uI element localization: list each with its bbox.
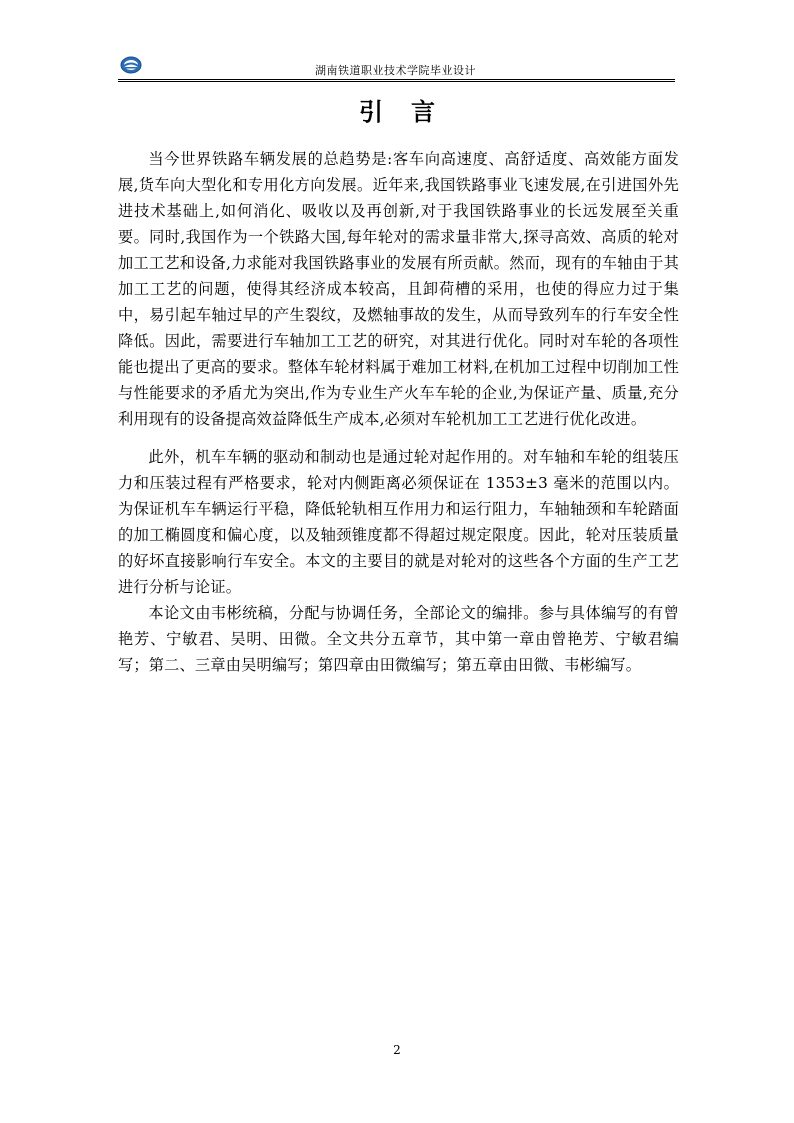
header-divider: [118, 79, 675, 80]
page-title: 引言: [359, 97, 463, 126]
body-text: [118, 146, 679, 678]
page-number: 2: [393, 1043, 401, 1057]
paragraph: 本论文由韦彬统稿，分配与协调任务，全部论文的编排。参与具体编写的有曾艳芳、宁敏君、吴明、田微。全文共分五章节，其中第一章由曾艳芳、宁敏君编写；第二、三章由吴明编写；第四章由田微编写；第五章由田微、韦彬编写。: [118, 604, 679, 674]
header-divider: [118, 81, 675, 82]
paragraph: 当今世界铁路车辆发展的总趋势是:客车向高速度、高舒适度、高效能方面发展,货车向大型化和专用化方向发展。近年来,我国铁路事业飞速发展,在引进国外先进技术基础上,如何消化、吸收以及再创新,对于我国铁路事业的长远发展至关重要。同时,我国作为一个铁路大国,每年轮对的需求量非常大,探寻高效、高质的轮对加工工艺和设备,力求能对我国铁路事业的发展有所贡献。然而，现有的车轴由于其加工工艺的问题，使得其经济成本较高，且卸荷槽的采用，也使的得应力过于集中，易引起车轴过早的产生裂纹，及燃轴事故的发生，从而导致列车的行车安全性降低。因此，需要进行车轴加工工艺的研究，对其进行优化。同时对车轮的各项性能也提出了更高的要求。整体车轮材料属于难加工材料,在机加工过程中切削加工性与性能要求的矛盾尤为突出,作为专业生产火车车轮的企业,为保证产量、质量,充分利用现有的设备提高效益降低生产成本,必须对车轮机加工工艺进行优化改进。: [118, 150, 679, 428]
paragraph: 此外，机车车辆的驱动和制动也是通过轮对起作用的。对车轴和车轮的组装压力和压装过程有严格要求，轮对内侧距离必须保证在 1353±3 毫米的范围以内。为保证机车车辆运行平稳，降低轮轨相互作用力和运行阻力，车轴轴颈和车轮踏面的加工椭圆度和偏心度，以及轴颈锥度都不得超过规定限度。因此，轮对压装质量的好坏直接影响行车安全。本文的主要目的就是对轮对的这些各个方面的生产工艺进行分析与论证。: [118, 448, 679, 596]
page-header: [118, 52, 673, 82]
header-title: 湖南铁道职业技术学院毕业设计: [315, 64, 476, 77]
